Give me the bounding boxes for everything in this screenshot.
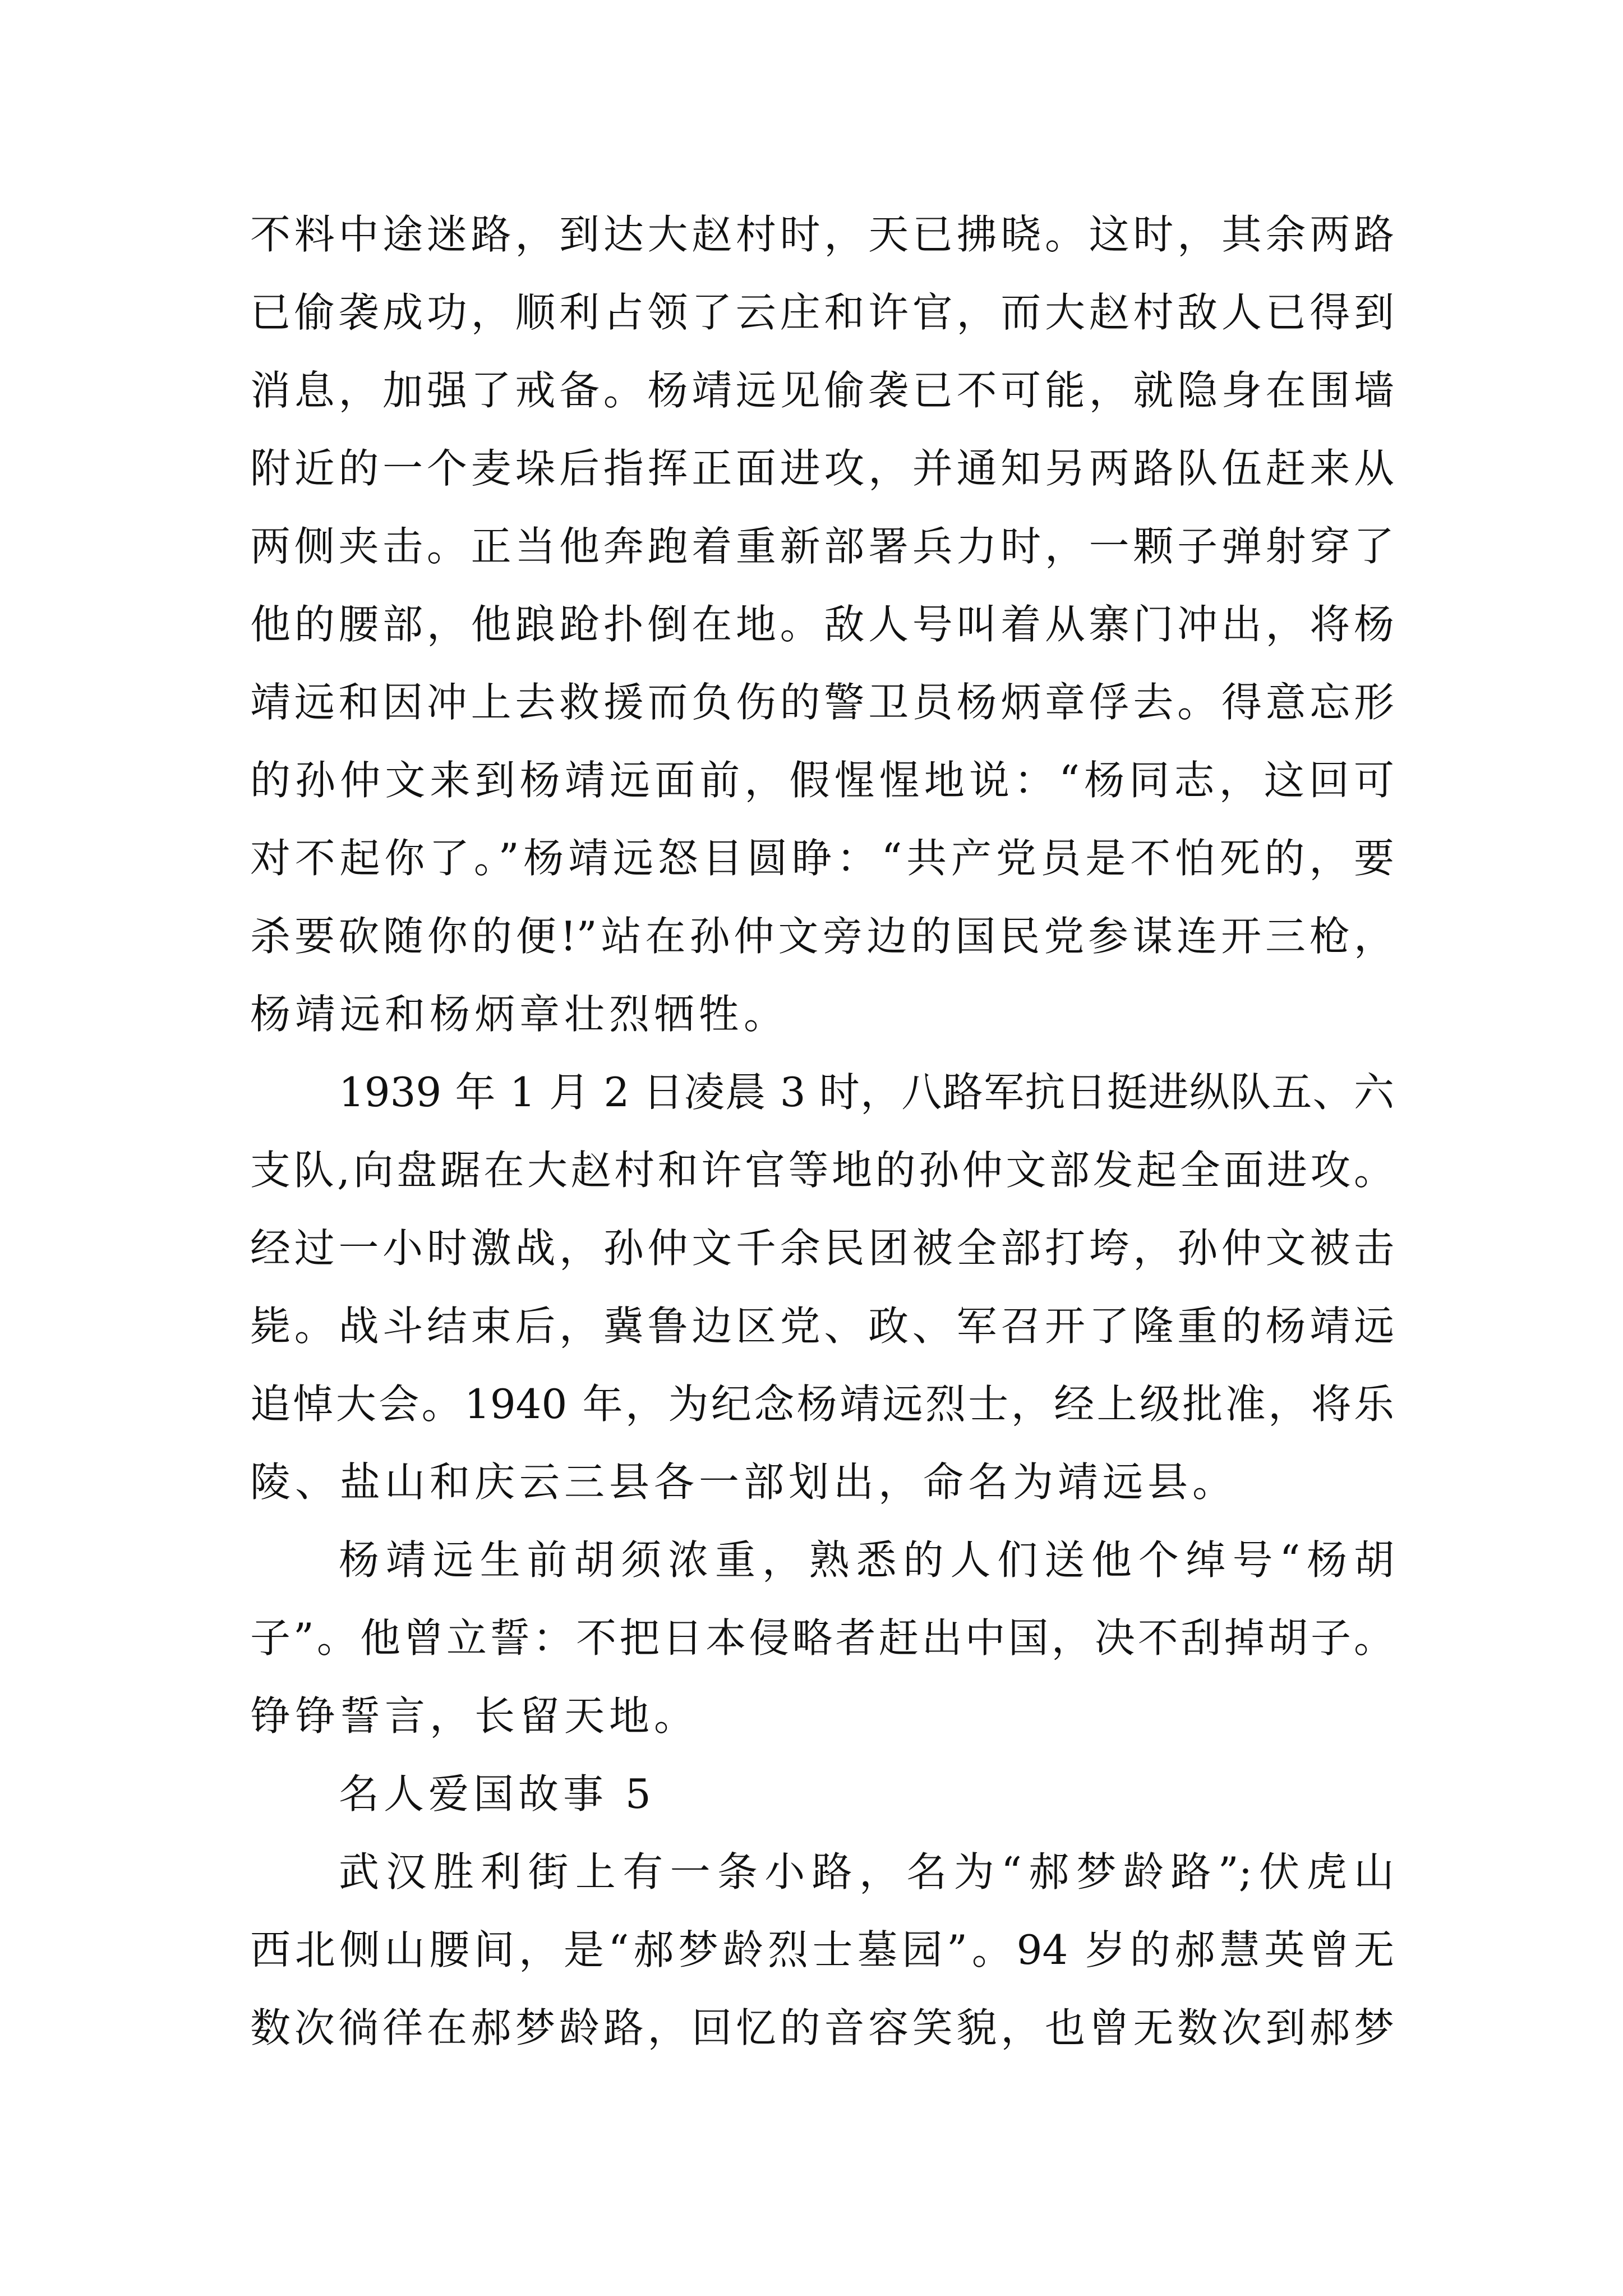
text-line: 靖远和因冲上去救援而负伤的警卫员杨炳章俘去。得意忘形 bbox=[250, 679, 1394, 726]
text-line: 毙。战斗结束后，冀鲁边区党、政、军召开了隆重的杨靖远 bbox=[250, 1303, 1394, 1350]
text-line: 消息，加强了戒备。杨靖远见偷袭已不可能，就隐身在围墙 bbox=[250, 367, 1394, 414]
paragraph-first-line: 1939 年 1 月 2 日凌晨 3 时，八路军抗日挺进纵队五、六 bbox=[339, 1069, 1394, 1116]
paragraph-first-line: 杨靖远生前胡须浓重，熟悉的人们送他个绰号“杨胡 bbox=[339, 1536, 1394, 1584]
text-line: 对不起你了。”杨靖远怒目圆睁：“共产党员是不怕死的，要 bbox=[250, 835, 1394, 882]
text-line: 附近的一个麦垛后指挥正面进攻，并通知另两路队伍赶来从 bbox=[250, 445, 1394, 492]
text-line: 经过一小时激战，孙仲文千余民团被全部打垮，孙仲文被击 bbox=[250, 1225, 1394, 1272]
text-line: 不料中途迷路，到达大赵村时，天已拂晓。这时，其余两路 bbox=[250, 211, 1394, 258]
text-line: 数次徜徉在郝梦龄路，回忆的音容笑貌，也曾无数次到郝梦 bbox=[250, 2004, 1394, 2051]
text-line: 已偷袭成功，顺利占领了云庄和许官，而大赵村敌人已得到 bbox=[250, 289, 1394, 336]
text-line: 两侧夹击。正当他奔跑着重新部署兵力时，一颗子弹射穿了 bbox=[250, 523, 1394, 570]
text-line: 西北侧山腰间，是“郝梦龄烈士墓园”。94 岁的郝慧英曾无 bbox=[250, 1926, 1394, 1973]
text-line: 铮铮誓言，长留天地。 bbox=[250, 1692, 699, 1740]
text-line: 子”。他曾立誓：不把日本侵略者赶出中国，决不刮掉胡子。 bbox=[250, 1614, 1394, 1662]
text-line: 杀要砍随你的便!”站在孙仲文旁边的国民党参谋连开三枪， bbox=[250, 913, 1394, 960]
text-line: 追悼大会。1940 年，为纪念杨靖远烈士，经上级批准，将乐 bbox=[250, 1381, 1394, 1428]
text-line: 支队,向盘踞在大赵村和许官等地的孙仲文部发起全面进攻。 bbox=[250, 1147, 1394, 1194]
text-line: 的孙仲文来到杨靖远面前，假惺惺地说：“杨同志，这回可 bbox=[250, 757, 1394, 804]
paragraph-first-line: 武汉胜利街上有一条小路，名为“郝梦龄路”;伏虎山 bbox=[339, 1848, 1394, 1895]
text-line: 杨靖远和杨炳章壮烈牺牲。 bbox=[250, 991, 789, 1038]
section-heading: 名人爱国故事 5 bbox=[339, 1770, 656, 1818]
text-line: 他的腰部，他踉跄扑倒在地。敌人号叫着从寨门冲出，将杨 bbox=[250, 601, 1394, 648]
text-line: 陵、盐山和庆云三县各一部划出，命名为靖远县。 bbox=[250, 1458, 1238, 1506]
